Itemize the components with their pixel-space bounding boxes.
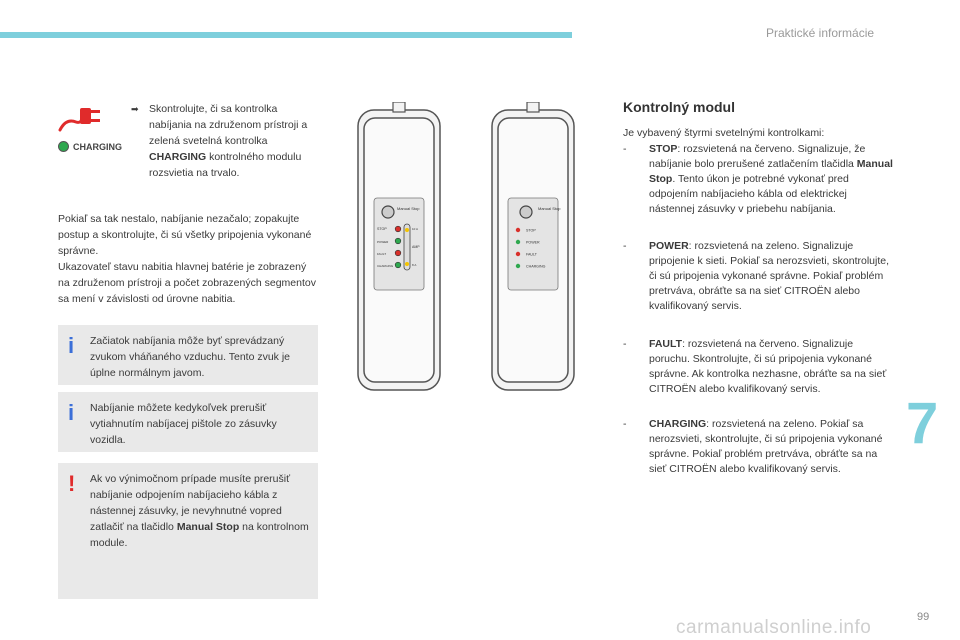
module-lamp-label: CHARGING [377,264,394,268]
page-header-title: Praktické informácie [766,26,875,40]
check-text-1: Skontrolujte, či sa kontrolka nabíjania na združenom prístroji a zelená svetelná kontrolka [149,103,308,147]
section-intro: Je vybavený štyrmi svetelnými kontrolkami: [623,127,825,139]
lamp-name: CHARGING [649,418,707,430]
module-lamp-label: POWER [526,240,540,245]
lamp-description-fault [623,337,893,397]
lamp-text: : rozsvietená na červeno. Signalizuje poruchu. Skontrolujte, či sú pripojenia vykonané správne. Ak kontrolka nezhasne, obráťte sa na sieť CITROËN alebo kvalifikovaný servis. [649,338,887,395]
module-lamp-label: POWER [377,240,389,244]
check-text-bold: CHARGING [149,151,207,163]
lamp-name: POWER [649,240,689,252]
charging-lamp-label: CHARGING [73,141,122,152]
manual-stop-label: Manual Stop [538,206,561,211]
module-lamp-label: STOP [377,227,387,231]
amp-label: 10 A [412,227,419,231]
info-note-air-sound [58,325,318,385]
amp-label: 8 A [412,263,417,267]
lamp-description-stop [623,142,893,217]
header-accent-bar [0,32,572,38]
info-note-interrupt [58,392,318,452]
warning-icon: ! [68,471,76,496]
list-dash: - [623,418,627,430]
watermark-text: carmanualsonline.info [676,617,872,638]
lamp-text: : rozsvietená na zeleno. Signalizuje pripojenie k sieti. Pokiaľ sa nerozsvieti, skontrolujte, či sú pripojenia vykonané správne. Pokiaľ problém pretrváva, obráťte sa na sieť CITROËN alebo kvalifikovaný servis. [649,240,890,312]
amp-label: AMP [412,245,420,249]
control-module-basic [486,102,580,392]
check-instruction [131,101,311,181]
lamp-text: : rozsvietená na zeleno. Pokiaľ sa nerozsvieti, skontrolujte, či sú pripojenia vykonané správne. Pokiaľ problém pretrváva, obráťte sa na sieť CITROËN alebo kvalifikovaný servis. [649,418,883,475]
chapter-number: 7 [906,391,939,456]
check-text-2: kontrolného modulu rozsvietia na trvalo. [149,151,302,179]
warning-note-text-1: Ak vo výnimočnom prípade musíte prerušiť nabíjanie odpojením nabíjacieho kábla z nástennej zásuvky, je nevyhnutné vopred zatlačiť na tlačidlo [90,473,291,533]
control-module-with-amp [352,102,446,392]
lamp-description-power [623,239,893,314]
list-dash: - [623,143,627,155]
arrow-bullet-icon: ➡ [131,104,139,114]
module-lamp-label: FAULT [377,252,387,256]
charging-lamp-indicator [58,141,122,152]
lamp-name: FAULT [649,338,683,350]
warning-note-text-2: na kontrolnom module. [90,521,309,549]
section-title: Kontrolný modul [623,99,735,115]
warning-note-manual-stop [58,463,318,599]
list-dash: - [623,338,627,350]
info-icon: i [68,333,75,358]
info-note-text: Nabíjanie môžete kedykoľvek prerušiť vytiahnutím nabíjacej pištole zo zásuvky vozidla. [90,402,277,446]
lamp-text-2: . Tento úkon je potrebné vykonať pred odpojením nabíjacieho kábla od elektrickej nástennej zásuvky v priebehu nabíjania. [649,173,849,215]
module-lamp-label: FAULT [526,252,537,257]
charging-status-paragraph: Pokiaľ sa tak nestalo, nabíjanie nezačalo; zopakujte postup a skontrolujte, či sú všetky pripojenia vykonané správne. Ukazovateľ stavu nabitia hlavnej batérie je zobrazený na združenom prístroji a počet zobrazených segmentov sa mení v závislosti od úrovne nabitia. [58,213,316,305]
lamp-text-bold: Manual Stop [649,158,893,185]
info-note-text: Začiatok nabíjania môže byť sprevádzaný zvukom vháňaného vzduchu. Tento zvuk je úplne normálnym javom. [90,335,291,379]
lamp-description-charging [623,417,893,477]
lamp-name: STOP [649,143,678,155]
list-dash: - [623,240,627,252]
module-lamp-label: CHARGING [526,264,546,269]
warning-note-bold: Manual Stop [176,521,240,533]
info-icon: i [68,400,75,425]
module-lamp-label: STOP [526,228,536,233]
lamp-text: : rozsvietená na červeno. Signalizuje, že nabíjanie bolo prerušené zatlačením tlačidla [649,143,866,170]
charging-plug-icon [56,100,106,136]
page-number: 99 [917,611,930,623]
manual-stop-label: Manual Stop [397,206,420,211]
green-lamp-icon [58,141,69,152]
